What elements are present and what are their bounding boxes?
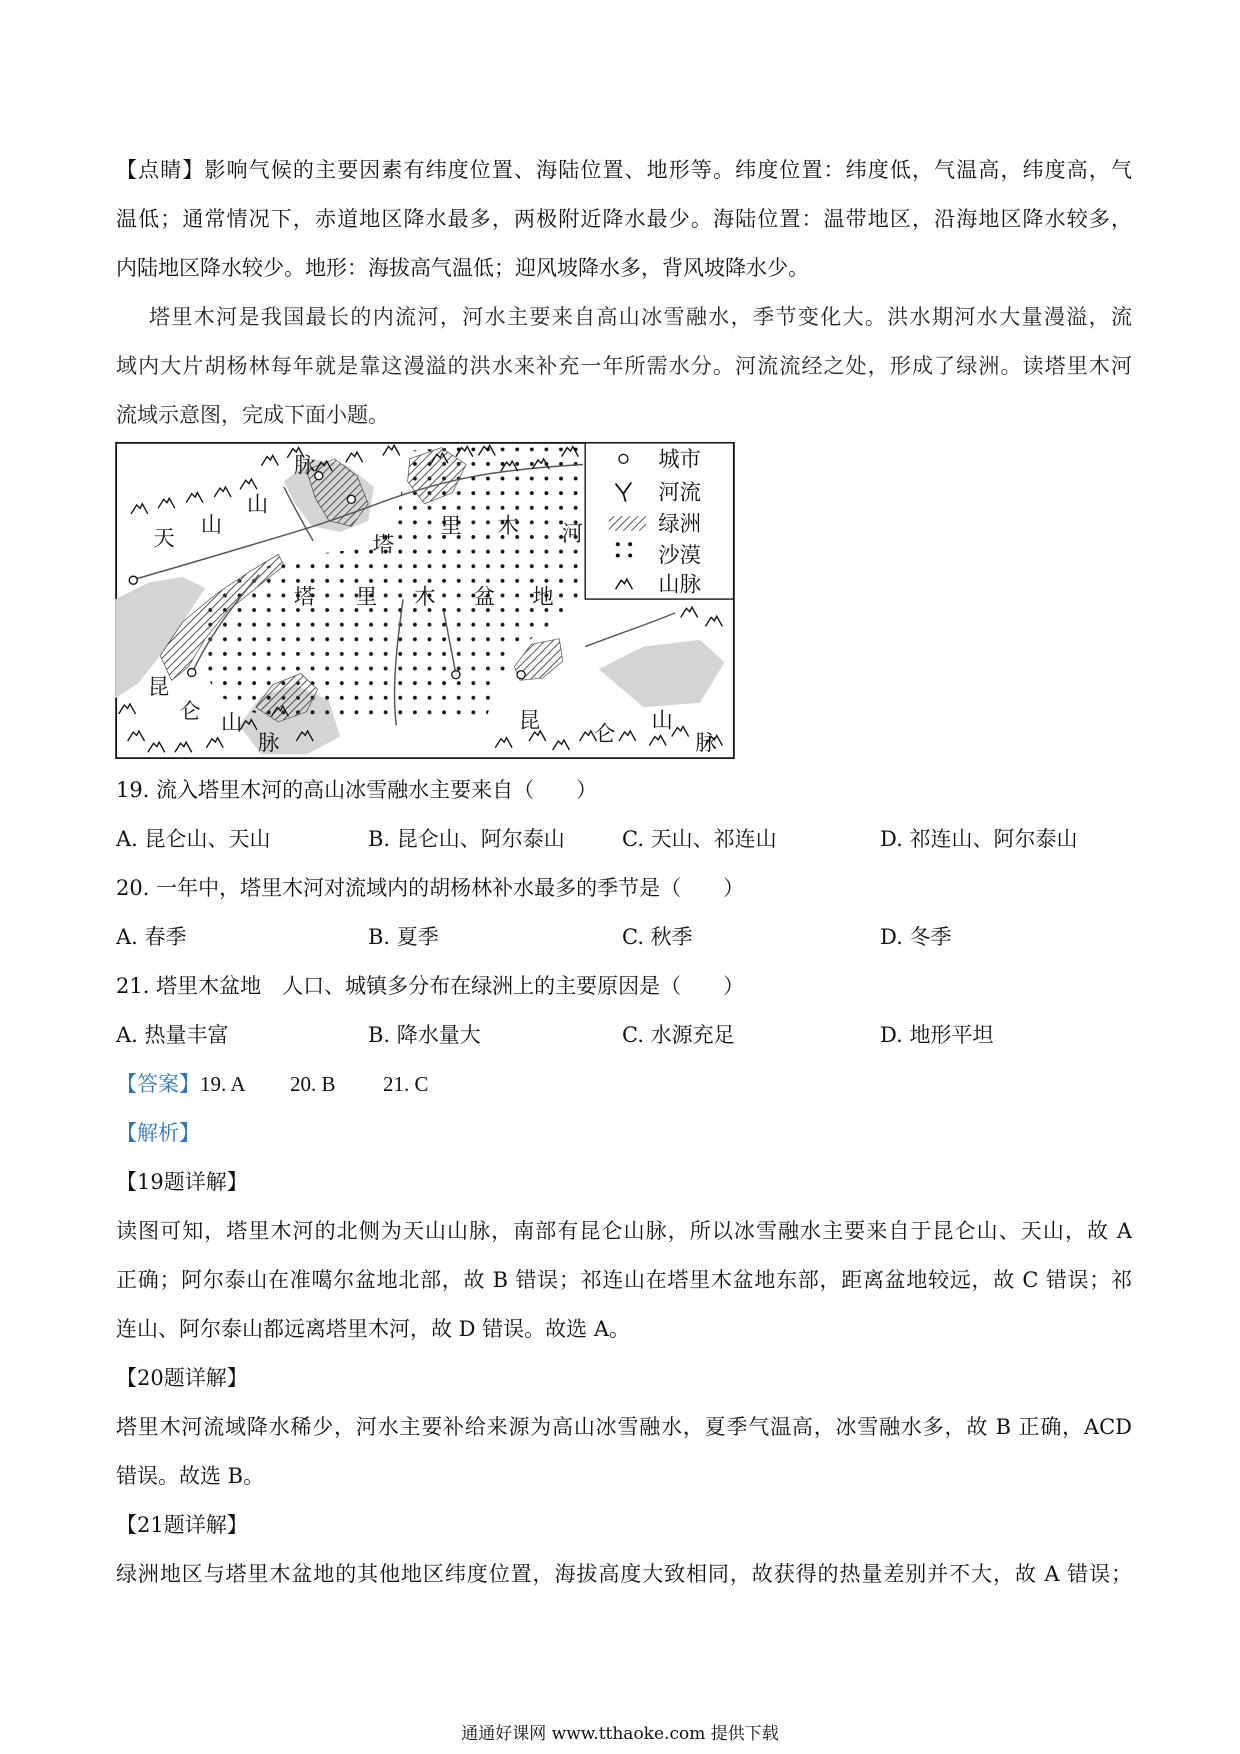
option-d: D. 祁连山、阿尔泰山 bbox=[880, 827, 1078, 851]
analysis-21-line-1: 绿洲地区与塔里木盆地的其他地区纬度位置，海拔高度大致相同，故获得的热量差别并不大，故 A 错误； bbox=[116, 1562, 1132, 1586]
question-20-stem: 20. 一年中，塔里木河对流域内的胡杨林补水最多的季节是（ ） bbox=[116, 876, 745, 900]
question-19-options bbox=[116, 815, 1132, 864]
analysis-20-line-1: 塔里木河流域降水稀少，河水主要补给来源为高山冰雪融水，夏季气温高，冰雪融水多，故 B 正确，ACD bbox=[116, 1415, 1132, 1439]
question-21-options bbox=[116, 1011, 1132, 1060]
option-a: A. 昆仑山、天山 bbox=[116, 827, 271, 851]
option-c: C. 水源充足 bbox=[622, 1023, 735, 1047]
dianjing-tag: 【点睛】 bbox=[116, 158, 205, 182]
label-tianshan-3: 山 bbox=[246, 492, 269, 518]
oasis-icon bbox=[609, 516, 646, 531]
label-tarim-basin-5: 地 bbox=[532, 584, 554, 610]
label-kunlun-west-4: 脉 bbox=[258, 731, 280, 757]
analysis-heading-19: 【19题详解】 bbox=[116, 1170, 248, 1194]
question-21-stem: 21. 塔里木盆地 人口、城镇多分布在绿洲上的主要原因是（ ） bbox=[116, 974, 745, 998]
dianjing-line-2: 温低；通常情况下，赤道地区降水最多，两极附近降水最少。海陆位置：温带地区，沿海地区降水较多， bbox=[116, 207, 1132, 231]
dianjing-text: 影响气候的主要因素有纬度位置、海陆位置、地形等。纬度位置：纬度低，气温高，纬度高，气 bbox=[204, 158, 1132, 182]
label-tianshan-4: 脉 bbox=[294, 453, 316, 479]
legend-label-river: 河流 bbox=[658, 480, 701, 506]
dianjing-line-1 bbox=[116, 146, 1132, 195]
city-icon bbox=[619, 454, 628, 463]
label-tarim-basin-3: 木 bbox=[414, 584, 436, 610]
analysis-heading-21: 【21题详解】 bbox=[116, 1513, 248, 1537]
city-marker bbox=[129, 576, 137, 584]
label-tarim-basin-4: 盆 bbox=[473, 584, 496, 610]
answer-item: 21. C bbox=[383, 1072, 429, 1096]
analysis-heading-20: 【20题详解】 bbox=[116, 1366, 248, 1390]
label-kunlun-east-2: 仑 bbox=[594, 722, 616, 748]
dianjing-line-3: 内陆地区降水较少。地形：海拔高气温低；迎风坡降水多，背风坡降水少。 bbox=[116, 256, 809, 280]
analysis-19-line-1: 读图可知，塔里木河的北侧为天山山脉，南部有昆仑山脉，所以冰雪融水主要来自于昆仑山、天山，故 A bbox=[116, 1219, 1132, 1243]
label-tianshan-1: 天 bbox=[153, 526, 175, 552]
legend-label-oasis: 绿洲 bbox=[658, 511, 701, 537]
label-tianshan-2: 山 bbox=[200, 512, 223, 538]
label-tarim-river-3: 木 bbox=[497, 514, 519, 540]
label-tarim-river-2: 里 bbox=[440, 514, 462, 540]
label-kunlun-east-4: 脉 bbox=[695, 731, 717, 757]
city-marker bbox=[188, 668, 196, 676]
option-d: D. 冬季 bbox=[880, 925, 952, 949]
city-marker bbox=[517, 671, 525, 679]
tarim-basin-map bbox=[115, 442, 735, 759]
analysis-19-line-2: 正确；阿尔泰山在准噶尔盆地北部，故 B 错误；祁连山在塔里木盆地东部，距离盆地较远，故 C 错误；祁 bbox=[116, 1268, 1132, 1292]
answer-item: 20. B bbox=[290, 1072, 336, 1096]
analysis-19-line-3: 连山、阿尔泰山都远离塔里木河，故 D 错误。故选 A。 bbox=[116, 1317, 631, 1341]
city-marker bbox=[347, 495, 355, 503]
intro-section bbox=[116, 146, 1132, 440]
label-tarim-river-4: 河 bbox=[561, 521, 583, 547]
answer-row bbox=[116, 1060, 1132, 1109]
analysis-tag: 【解析】 bbox=[116, 1121, 200, 1145]
option-a: A. 热量丰富 bbox=[116, 1023, 229, 1047]
label-tarim-river-1: 塔 bbox=[372, 533, 395, 559]
questions-section bbox=[116, 766, 1132, 1599]
option-c: C. 天山、祁连山 bbox=[622, 827, 777, 851]
legend-label-desert: 沙漠 bbox=[658, 543, 701, 569]
label-tarim-basin-2: 里 bbox=[355, 584, 378, 610]
city-marker bbox=[452, 671, 460, 679]
label-kunlun-east-3: 山 bbox=[651, 708, 673, 734]
option-b: B. 夏季 bbox=[368, 925, 439, 949]
label-kunlun-east-1: 昆 bbox=[518, 708, 541, 734]
intro-line-3: 流域示意图，完成下面小题。 bbox=[116, 403, 389, 427]
question-20-options bbox=[116, 913, 1132, 962]
intro-line-1: 塔里木河是我国最长的内流河，河水主要来自高山冰雪融水，季节变化大。洪水期河水大量漫溢，流 bbox=[149, 305, 1132, 329]
map-legend bbox=[585, 443, 733, 599]
option-d: D. 地形平坦 bbox=[880, 1023, 994, 1047]
label-tarim-basin-1: 塔 bbox=[294, 584, 316, 610]
label-kunlun-west-2: 仑 bbox=[179, 699, 201, 725]
label-kunlun-west-1: 昆 bbox=[147, 674, 170, 700]
city-marker bbox=[315, 472, 323, 480]
map-figure bbox=[115, 442, 735, 759]
analysis-20-line-2: 错误。故选 B。 bbox=[116, 1464, 265, 1488]
page-footer: 通通好课网 www.tthaoke.com 提供下载 bbox=[461, 1724, 779, 1744]
option-c: C. 秋季 bbox=[622, 925, 693, 949]
answer-item: 19. A bbox=[200, 1072, 246, 1096]
question-19-stem: 19. 流入塔里木河的高山冰雪融水主要来自（ ） bbox=[116, 778, 598, 802]
option-b: B. 降水量大 bbox=[368, 1023, 481, 1047]
answer-tag: 【答案】 bbox=[116, 1072, 200, 1096]
legend-label-mountain: 山脉 bbox=[658, 572, 701, 598]
option-a: A. 春季 bbox=[116, 925, 187, 949]
option-b: B. 昆仑山、阿尔泰山 bbox=[368, 827, 565, 851]
intro-line-2: 域内大片胡杨林每年就是靠这漫溢的洪水来补充一年所需水分。河流流经之处，形成了绿洲。读塔里木河 bbox=[116, 354, 1132, 378]
label-kunlun-west-3: 山 bbox=[220, 710, 243, 736]
legend-label-city: 城市 bbox=[658, 447, 701, 473]
